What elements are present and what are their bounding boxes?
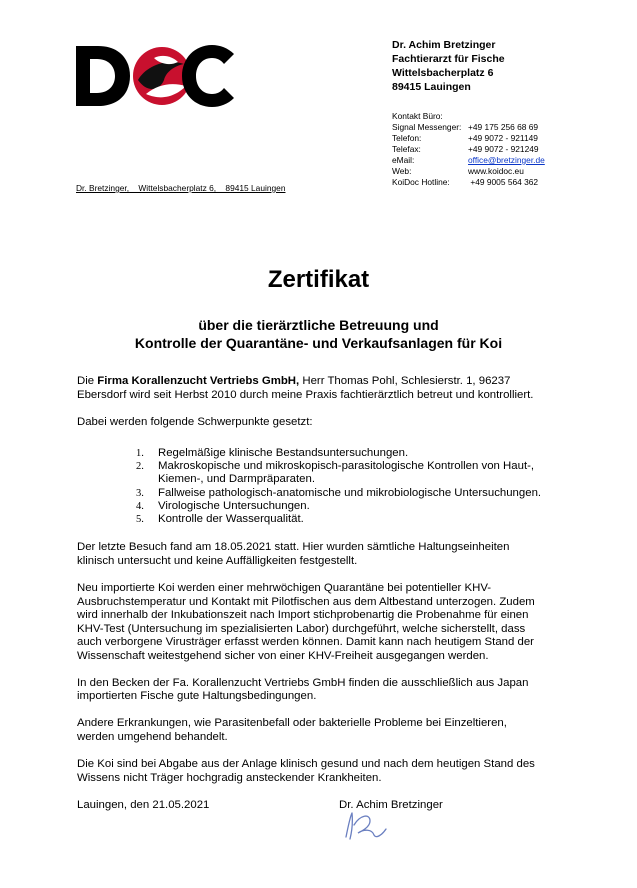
japan-line-2: importierten Fische gute Haltungsbedingungen. — [77, 690, 317, 702]
list-number: 4. — [136, 501, 144, 512]
import-line-4: KHV-Test (Untersuchung im spezialisierten Labor) durchgeführt, welche sicherstellt, dass — [77, 623, 526, 635]
company-name: Firma Korallenzucht Vertriebs GmbH, — [97, 375, 300, 387]
contact-row-web — [392, 166, 524, 177]
contact-value: +49 9072 - 921249 — [468, 144, 539, 154]
contact-label: KoiDoc Hotline: — [392, 177, 450, 187]
contact-value: www.koidoc.eu — [468, 166, 524, 176]
list-number: 5. — [136, 514, 144, 525]
list-number: 2. — [136, 461, 144, 472]
list-number: 3. — [136, 488, 144, 499]
japan-line-1: In den Becken der Fa. Korallenzucht Vertriebs GmbH finden die ausschließlich aus Japan — [77, 677, 529, 689]
email-link[interactable]: office@bretzinger.de — [468, 155, 545, 165]
document-title: Zertifikat — [267, 266, 370, 293]
contact-row-signal — [392, 122, 538, 133]
contact-row-phone — [392, 133, 538, 144]
intro-line-2: Ebersdorf wird seit Herbst 2010 durch meine Praxis fachtierärztlich betreut und kontrolliert. — [77, 389, 534, 401]
contact-row-email — [392, 155, 545, 166]
visit-line-2: klinisch untersucht und keine Auffälligkeiten festgestellt. — [77, 555, 358, 567]
intro-rest: Herr Thomas Pohl, Schlesierstr. 1, 96237 — [299, 375, 511, 387]
list-item: Makroskopische und mikroskopisch-parasitologische Kontrollen von Haut-, — [158, 460, 535, 472]
list-item: Kontrolle der Wasserqualität. — [158, 513, 304, 525]
contact-value: +49 175 256 68 69 — [468, 122, 539, 132]
contact-row-fax — [392, 144, 539, 155]
focus-intro: Dabei werden folgende Schwerpunkte gesetzt: — [77, 416, 313, 428]
contact-label: Telefax: — [392, 144, 421, 154]
list-item-continuation: Kiemen-, und Darmpräparaten. — [158, 473, 316, 485]
doc-logo — [74, 44, 236, 108]
signer-name: Dr. Achim Bretzinger — [339, 799, 443, 811]
contact-heading: Kontakt Büro: — [392, 111, 443, 121]
place-date: Lauingen, den 21.05.2021 — [77, 799, 210, 811]
diseases-line-2: werden umgehend behandelt. — [77, 731, 228, 743]
visit-line-1: Der letzte Besuch fand am 18.05.2021 statt. Hier wurden sämtliche Haltungseinheiten — [77, 541, 510, 553]
import-line-1: Neu importierte Koi werden einer mehrwöchigen Quarantäne bei potentieller KHV- — [77, 582, 492, 594]
subtitle-line-2: Kontrolle der Quarantäne- und Verkaufsanlagen für Koi — [134, 335, 503, 351]
list-item: Fallweise pathologisch-anatomische und mikrobiologische Untersuchungen. — [158, 487, 542, 499]
list-number: 1. — [136, 448, 144, 459]
return-address: Dr. Bretzinger, Wittelsbacherplatz 6, 89415 Lauingen — [76, 183, 286, 193]
contact-label: Signal Messenger: — [392, 122, 462, 132]
subtitle-line-1: über die tierärztliche Betreuung und — [198, 317, 439, 333]
sender-title: Fachtierarzt für Fische — [392, 53, 505, 65]
diseases-line-1: Andere Erkrankungen, wie Parasitenbefall oder bakterielle Probleme bei Einzeltieren, — [77, 717, 507, 729]
import-line-2: Ausbruchstemperatur und Kontakt mit Pilotfischen aus dem Altbestand unterzogen. Zudem — [77, 596, 535, 608]
list-item: Virologische Untersuchungen. — [158, 500, 310, 512]
handwritten-signature — [340, 809, 390, 841]
contact-value: +49 9005 564 362 — [468, 177, 539, 187]
contact-label: eMail: — [392, 155, 415, 165]
list-item: Regelmäßige klinische Bestandsuntersuchungen. — [158, 447, 409, 459]
intro-line-1 — [77, 375, 577, 388]
sender-city: 89415 Lauingen — [392, 81, 471, 93]
intro-prefix: Die — [77, 375, 98, 387]
import-line-3: wird innerhalb der Inkubationszeit nach Import stichprobenartig die Probenahme für einen — [77, 609, 529, 621]
import-line-5: auch verborgene Virusträger erfasst werden können. Damit kann nach heutigem Stand der — [77, 636, 534, 648]
contact-value: +49 9072 - 921149 — [468, 133, 538, 143]
import-line-6: Wissenschaft weitestgehend sicher von einer KHV-Freiheit ausgegangen werden. — [77, 650, 489, 662]
sender-name: Dr. Achim Bretzinger — [392, 39, 496, 51]
contact-row-hotline — [392, 177, 538, 188]
contact-label: Telefon: — [392, 133, 422, 143]
contact-label: Web: — [392, 166, 412, 176]
sender-street: Wittelsbacherplatz 6 — [392, 67, 494, 79]
healthy-line-1: Die Koi sind bei Abgabe aus der Anlage klinisch gesund und nach dem heutigen Stand des — [77, 758, 535, 770]
healthy-line-2: Wissens nicht Träger hochgradig ansteckender Krankheiten. — [77, 772, 382, 784]
